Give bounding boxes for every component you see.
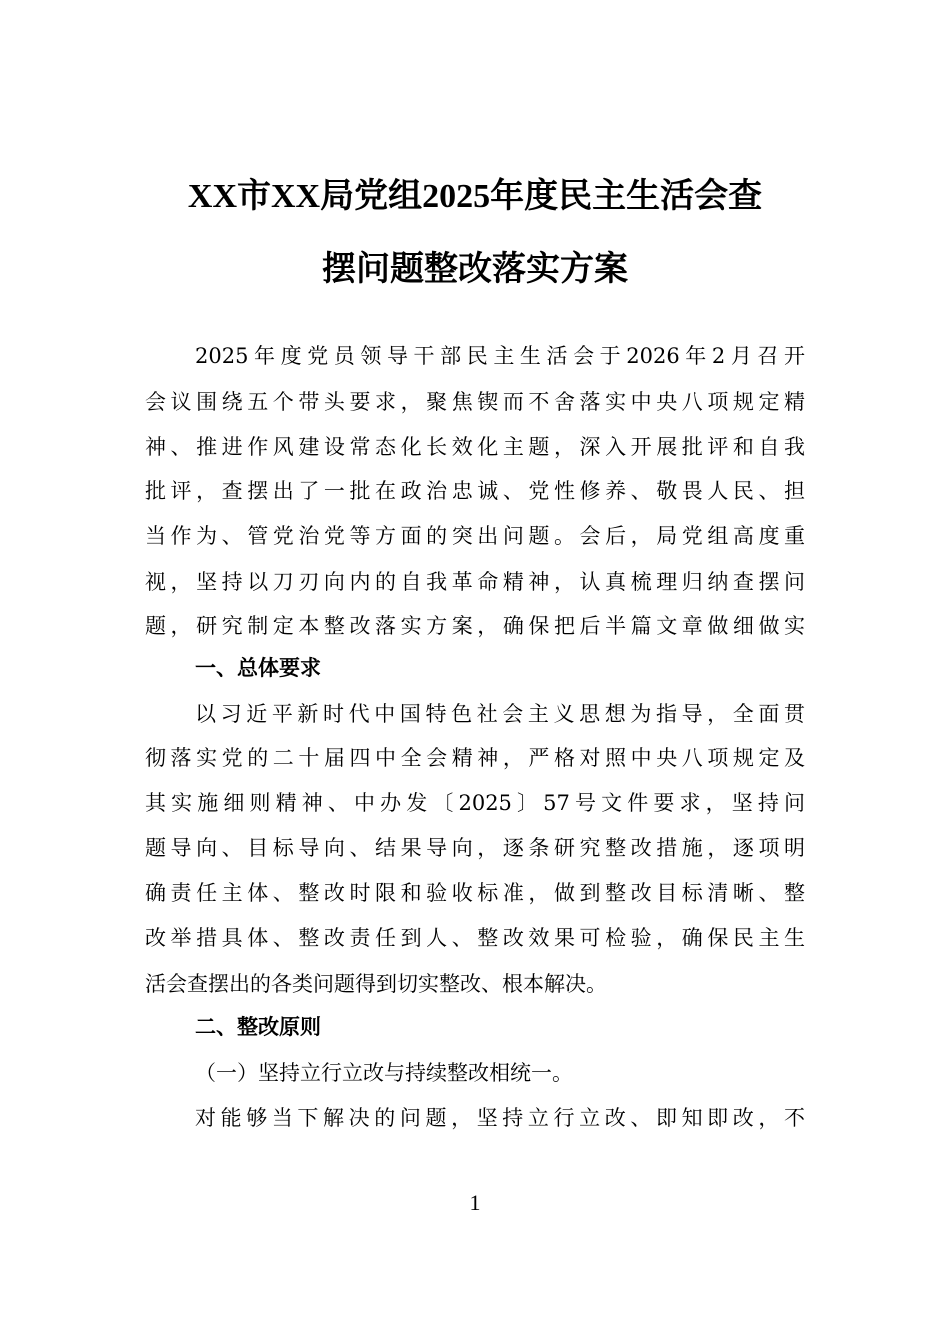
text-line: 对能够当下解决的问题，坚持立行立改、即知即改，不 xyxy=(195,1106,805,1130)
text-line: 改举措具体、整改责任到人、整改效果可检验，确保民主生 xyxy=(145,926,805,950)
document-title-line-2: 摆问题整改落实方案 xyxy=(322,251,628,288)
text-line: 会议围绕五个带头要求，聚焦锲而不舍落实中央八项规定精 xyxy=(145,390,805,414)
text-line: 批评，查摆出了一批在政治忠诚、党性修养、敬畏人民、担 xyxy=(145,479,805,503)
text-line: 当作为、管党治党等方面的突出问题。会后，局党组高度重 xyxy=(145,524,805,548)
text-line: 题，研究制定本整改落实方案，确保把后半篇文章做细做实 xyxy=(145,614,805,638)
text-line: 神、推进作风建设常态化长效化主题，深入开展批评和自我 xyxy=(145,435,805,459)
text-line: 以习近平新时代中国特色社会主义思想为指导，全面贯 xyxy=(195,702,805,726)
text-line: 其实施细则精神、中办发〔2025〕57号文件要求，坚持问 xyxy=(145,791,805,815)
text-line: 确责任主体、整改时限和验收标准，做到整改目标清晰、整 xyxy=(145,881,805,905)
text-line: 视，坚持以刀刃向内的自我革命精神，认真梳理归纳查摆问 xyxy=(145,570,805,594)
page-number: 1 xyxy=(469,1190,481,1215)
document-title-line-1: XX市XX局党组2025年度民主生活会查 xyxy=(187,178,763,215)
section-heading-1: 一、总体要求 xyxy=(195,656,321,680)
subsection-heading: （一）坚持立行立改与持续整改相统一。 xyxy=(195,1061,573,1085)
text-line: 2025年度党员领导干部民主生活会于2026年2月召开 xyxy=(195,344,805,368)
text-line: 活会查摆出的各类问题得到切实整改、根本解决。 xyxy=(145,972,607,996)
text-line: 题导向、目标导向、结果导向，逐条研究整改措施，逐项明 xyxy=(145,836,805,860)
text-line: 彻落实党的二十届四中全会精神，严格对照中央八项规定及 xyxy=(145,746,805,770)
section-heading-2: 二、整改原则 xyxy=(195,1015,321,1039)
